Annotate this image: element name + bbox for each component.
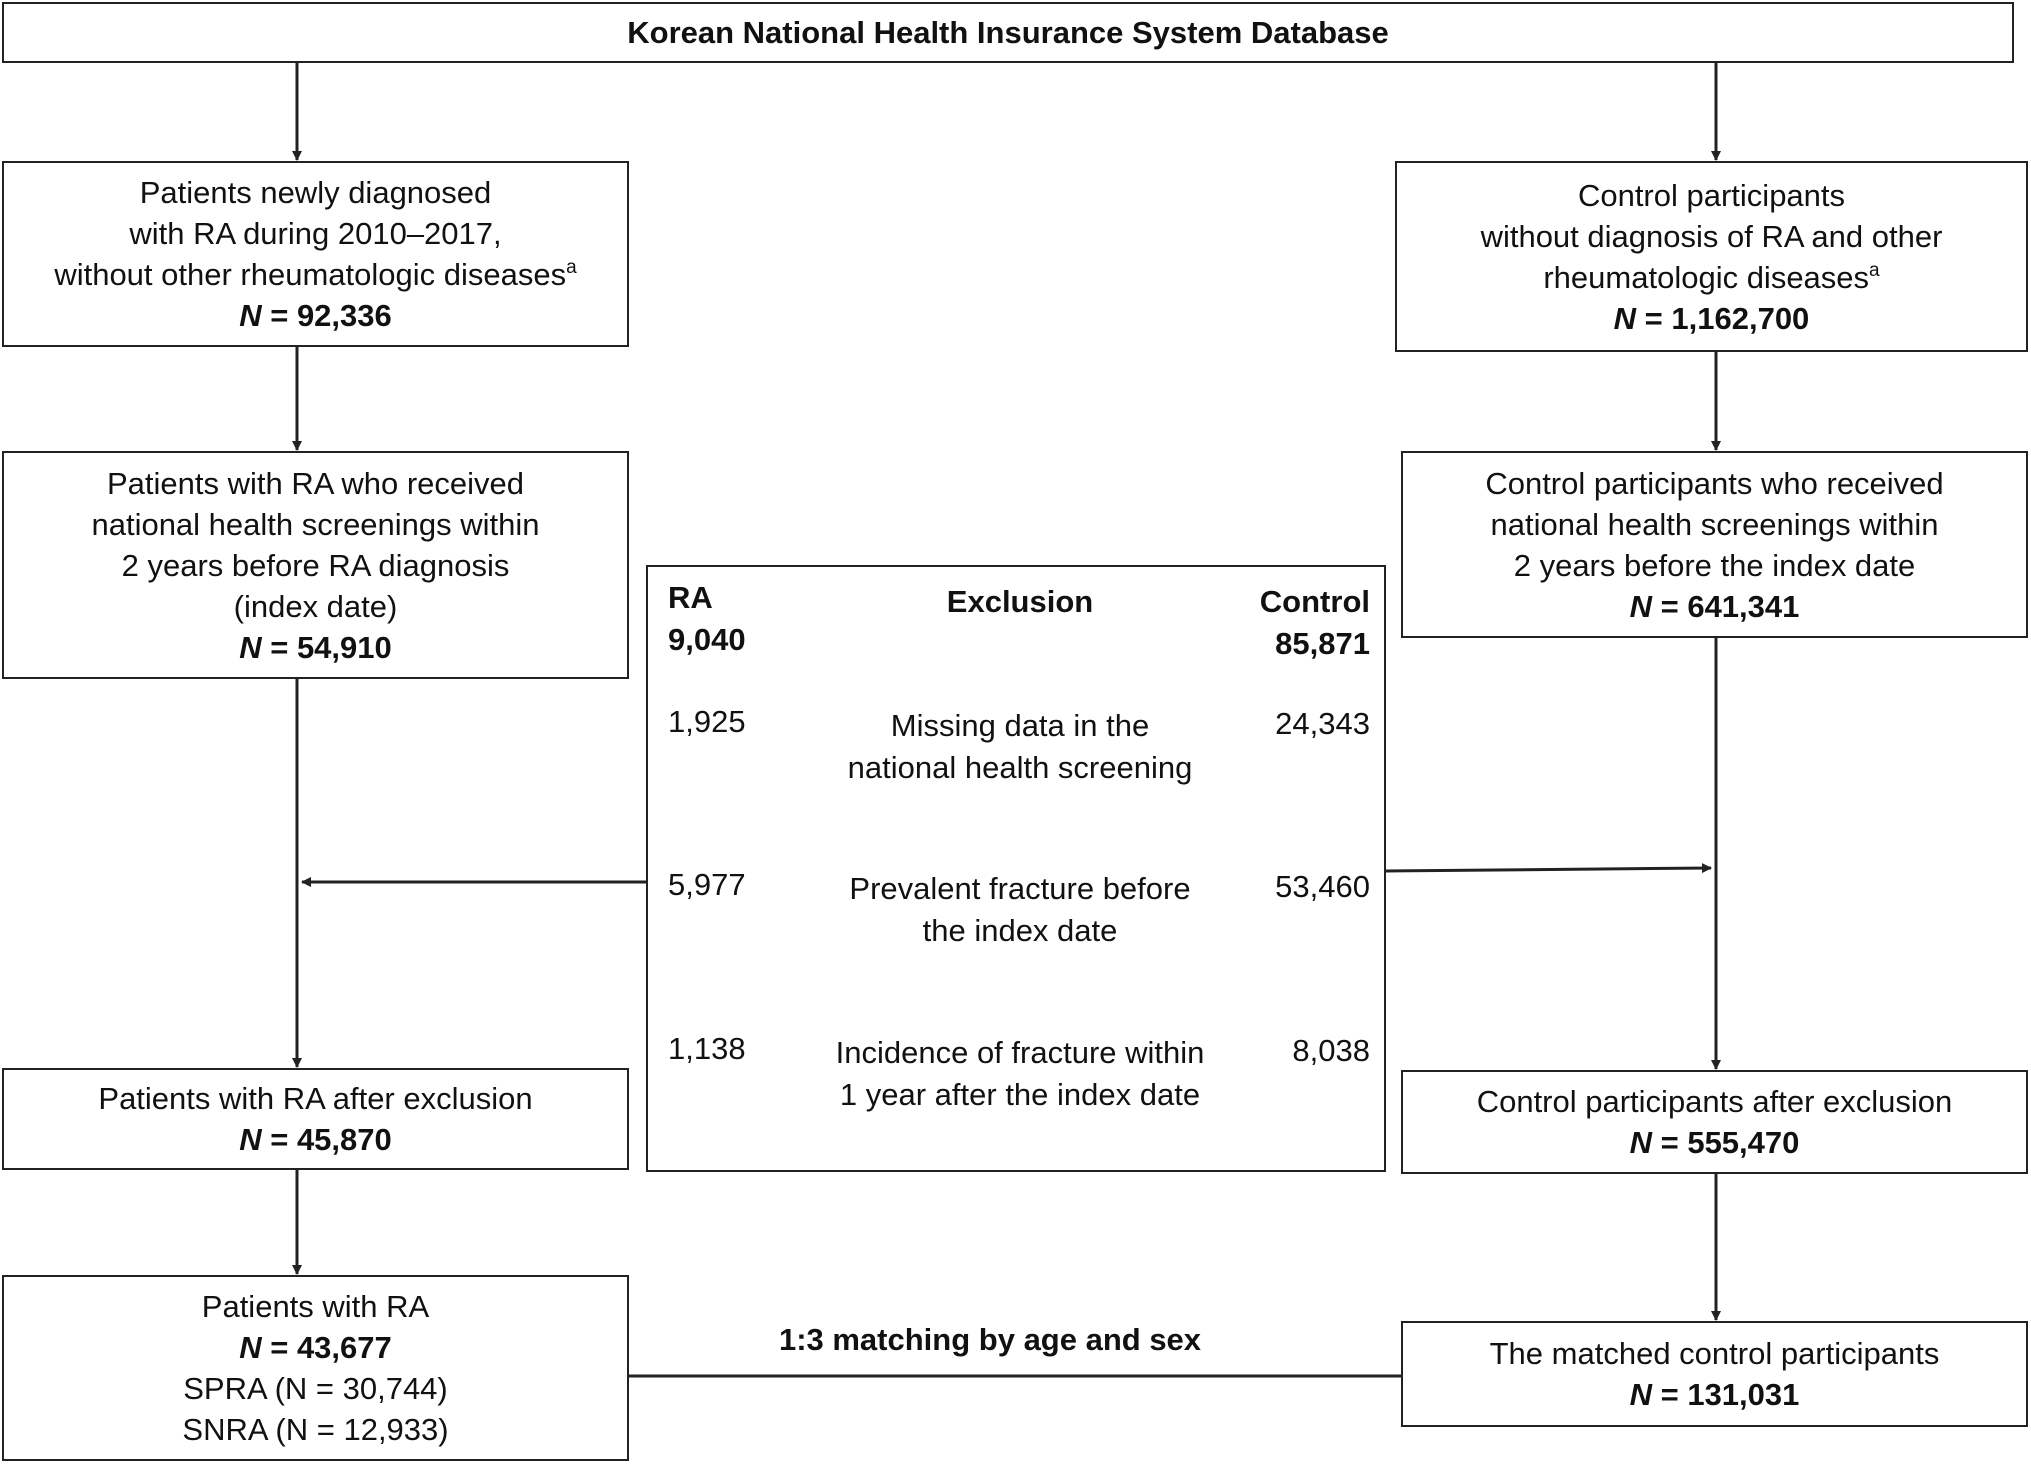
ctrl-after-n-value: = 555,470 [1652,1125,1800,1160]
ctrl-after-n-label: N [1629,1125,1652,1160]
database-title: Korean National Health Insurance System Database [627,15,1389,50]
ra-final-snra: SNRA (N = 12,933) [182,1412,449,1447]
ra-screen-line-1: Patients with RA who received [107,465,524,501]
ra-screening-box [2,451,629,679]
ra-after-line-1: Patients with RA after exclusion [98,1081,533,1116]
ctrl-new-line-3-text: rheumatologic diseases [1543,259,1870,295]
exclusion-row-3-control: 8,038 [1292,1033,1370,1068]
control-screening-box [1401,451,2028,638]
ra-new-n-label: N [239,298,262,333]
ctrl-screen-count [1630,586,1800,627]
ra-final-spra: SPRA (N = 30,744) [183,1371,448,1406]
ctrl-new-n-value: = 1,162,700 [1636,300,1810,336]
exclusion-row-1-control: 24,343 [1275,706,1370,741]
ra-new-n-value: = 92,336 [261,298,392,333]
ctrl-new-footnote-mark: a [1869,259,1880,281]
control-new-box [1395,161,2028,352]
exclusion-row-3-ra: 1,138 [668,1031,746,1066]
ra-after-n-label: N [239,1122,262,1157]
ra-new-line-1: Patients newly diagnosed [139,175,492,210]
control-final-box [1401,1321,2028,1427]
ctrl-screen-line-3: 2 years before the index date [1513,547,1916,583]
ra-final-n-value: = 43,677 [261,1330,392,1365]
ra-new-line-3-text: without other rheumatologic diseases [54,257,567,292]
ra-screen-n-value: = 54,910 [261,629,392,665]
exclusion-row-2-reason-line-1: Prevalent fracture before [849,871,1191,906]
arrow-exclusion-to-control [1386,868,1711,871]
ctrl-screen-line-1: Control participants who received [1485,465,1944,501]
exclusion-header: Exclusion [946,584,1094,619]
ra-final-n-label: N [239,1330,262,1365]
exclusion-row-1-reason-line-1: Missing data in the [890,708,1150,743]
ctrl-after-line-1: Control participants after exclusion [1476,1084,1953,1119]
ra-screen-line-3: 2 years before RA diagnosis [121,547,510,583]
exclusion-row-2-reason-line-2: the index date [922,913,1118,948]
ctrl-new-count [1614,298,1810,339]
ctrl-final-n-label: N [1629,1377,1652,1412]
ctrl-final-n-value: = 131,031 [1652,1377,1800,1412]
ra-screen-count [239,627,392,668]
exclusion-control-header: Control [1259,584,1370,619]
ctrl-new-n-label: N [1613,300,1637,336]
ctrl-after-count [1630,1122,1800,1163]
exclusion-box [646,565,1386,1172]
ra-after-n-value: = 45,870 [261,1122,392,1157]
ra-final-count [239,1327,392,1368]
ctrl-new-line-3 [1543,257,1879,298]
ra-after-count [239,1119,392,1160]
ra-screen-n-label: N [239,629,262,665]
ra-final-box [2,1275,629,1461]
exclusion-row-3-reason-line-1: Incidence of fracture within [835,1035,1205,1070]
ctrl-screen-line-2: national health screenings within [1490,506,1939,542]
ra-new-footnote-mark: a [566,257,577,278]
matching-label: 1:3 matching by age and sex [778,1322,1202,1357]
exclusion-control-total: 85,871 [1275,626,1370,661]
ra-screen-line-2: national health screenings within [91,506,540,542]
ctrl-final-line-1: The matched control participants [1489,1336,1940,1371]
exclusion-row-2-control: 53,460 [1275,869,1370,904]
exclusion-row-1-reason-line-2: national health screening [847,750,1193,785]
ra-new-count [239,295,392,336]
ra-final-line-1: Patients with RA [201,1289,430,1324]
ra-after-exclusion-box [2,1068,629,1170]
ctrl-screen-n-value: = 641,341 [1652,588,1800,624]
exclusion-row-1-ra: 1,925 [668,704,746,739]
ra-new-diagnosis-box [2,161,629,347]
exclusion-ra-header: RA [668,580,713,615]
ctrl-screen-n-label: N [1629,588,1652,624]
ra-new-line-3 [54,254,576,295]
ctrl-final-count [1630,1374,1800,1415]
control-after-exclusion-box [1401,1070,2028,1174]
ctrl-new-line-1: Control participants [1577,177,1846,213]
ra-screen-line-4: (index date) [233,588,398,624]
database-box [2,2,2014,63]
exclusion-ra-total: 9,040 [668,622,746,657]
exclusion-row-3-reason-line-2: 1 year after the index date [839,1077,1201,1112]
ctrl-new-line-2: without diagnosis of RA and other [1480,218,1943,254]
exclusion-row-2-ra: 5,977 [668,867,746,902]
ra-new-line-2: with RA during 2010–2017, [129,216,502,251]
